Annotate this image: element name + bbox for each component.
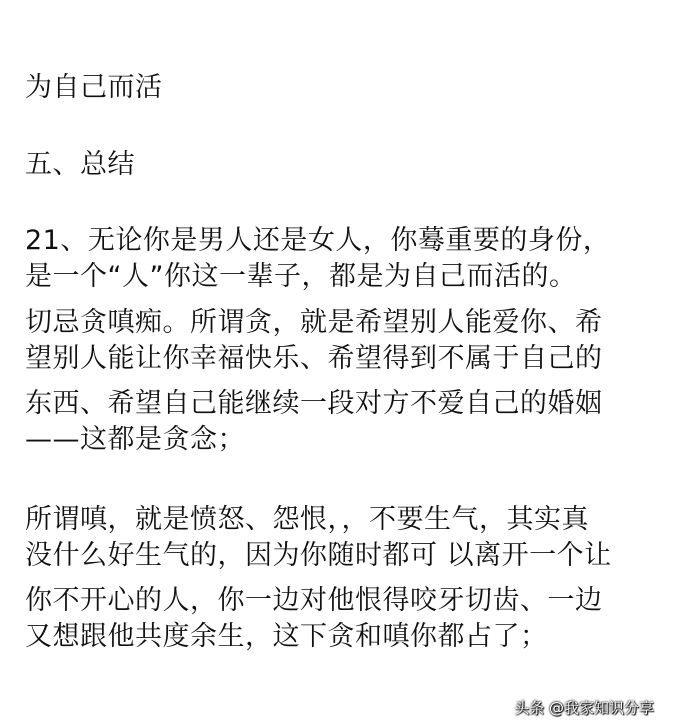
- paragraph-line: 又想跟他共度余生，这下贪和嗔你都占了；: [25, 621, 548, 652]
- paragraph-line: 所谓嗔，就是愤怒、怨恨，，不要生气，其实真: [25, 504, 589, 535]
- paragraph-line: 望别人能让你幸福快乐、希望得到不属于自己的: [25, 343, 603, 374]
- paragraph-line: ——这都是贪念；: [25, 424, 245, 455]
- paragraph-line: 21、无论你是男人还是女人，你蓦重要的身份，: [25, 225, 611, 256]
- paragraph-line: 东西、希望自己能继续一段对方不爱自己的婚姻: [25, 388, 603, 419]
- summary-heading: 五、总结: [25, 149, 135, 180]
- section-heading: 为自己而活: [25, 72, 163, 103]
- paragraph-line: 没什么好生气的，因为你随时都可 以离开一个让: [25, 540, 612, 571]
- paragraph-line: 是一个“人”你这一辈子，都是为自己而活的。: [25, 261, 577, 292]
- paragraph-line: 你不开心的人，你一边对他恨得咬牙切齿、一边: [25, 585, 603, 616]
- watermark: 头条 @我家知识分享: [514, 699, 654, 717]
- paragraph-line: 切忌贪嗔痴。所谓贪，就是希望别人能爱你、希: [25, 307, 603, 338]
